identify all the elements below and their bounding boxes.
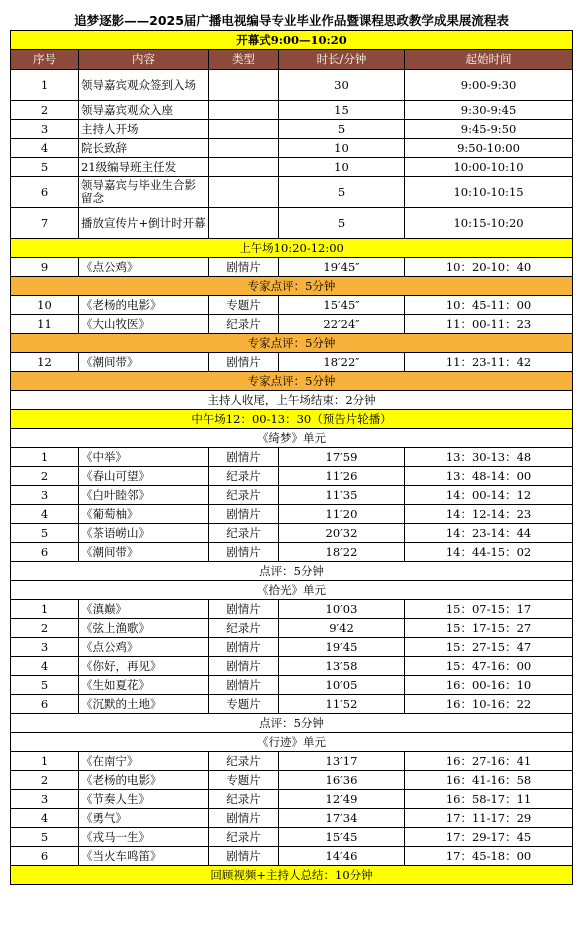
duration-cell: 13′58 [279, 657, 405, 676]
schedule-table-container [10, 10, 572, 885]
start-time-cell: 14：23-14：44 [405, 524, 573, 543]
start-time-cell: 13：48-14：00 [405, 467, 573, 486]
section-label: 专家点评：5分钟 [11, 334, 573, 353]
content-cell: 《葡萄柚》 [79, 505, 209, 524]
start-time-cell: 10:10-10:15 [405, 177, 573, 208]
duration-cell: 10 [279, 139, 405, 158]
duration-cell: 30 [279, 70, 405, 101]
type-cell: 专题片 [209, 296, 279, 315]
section-label: 《拾光》单元 [11, 581, 573, 600]
section-label: 中午场12：00-13：30（预告片轮播） [11, 410, 573, 429]
duration-cell: 14′46 [279, 847, 405, 866]
column-header: 类型 [209, 50, 279, 70]
start-time-cell: 9:00-9:30 [405, 70, 573, 101]
content-cell: 《春山可望》 [79, 467, 209, 486]
duration-cell: 10′03 [279, 600, 405, 619]
section-label: 回顾视频+主持人总结：10分钟 [11, 866, 573, 885]
table-row [11, 208, 573, 239]
start-time-cell: 15：47-16：00 [405, 657, 573, 676]
section-label: 《绮梦》单元 [11, 429, 573, 448]
review-row [11, 372, 573, 391]
seq-cell: 1 [11, 600, 79, 619]
duration-cell: 19′45″ [279, 258, 405, 277]
table-row [11, 120, 573, 139]
content-cell: 主持人开场 [79, 120, 209, 139]
section-label: 开幕式9:00—10:20 [11, 31, 573, 50]
start-time-cell: 11：00-11：23 [405, 315, 573, 334]
type-cell: 剧情片 [209, 543, 279, 562]
type-cell [209, 208, 279, 239]
duration-cell: 12′49 [279, 790, 405, 809]
type-cell: 纪录片 [209, 828, 279, 847]
content-cell: 《点公鸡》 [79, 258, 209, 277]
section-label: 主持人收尾，上午场结束：2分钟 [11, 391, 573, 410]
table-row [11, 752, 573, 771]
seq-cell: 3 [11, 790, 79, 809]
seq-cell: 3 [11, 486, 79, 505]
section-label-row [11, 391, 573, 410]
table-row [11, 296, 573, 315]
section-label-row [11, 429, 573, 448]
seq-cell: 2 [11, 467, 79, 486]
seq-cell: 9 [11, 258, 79, 277]
session-banner-row [11, 866, 573, 885]
content-cell: 《你好，再见》 [79, 657, 209, 676]
duration-cell: 5 [279, 120, 405, 139]
table-row [11, 505, 573, 524]
type-cell: 剧情片 [209, 676, 279, 695]
type-cell: 剧情片 [209, 505, 279, 524]
section-label: 专家点评：5分钟 [11, 372, 573, 391]
seq-cell: 5 [11, 828, 79, 847]
start-time-cell: 9:50-10:00 [405, 139, 573, 158]
duration-cell: 17′59 [279, 448, 405, 467]
seq-cell: 5 [11, 524, 79, 543]
start-time-cell: 15：07-15：17 [405, 600, 573, 619]
section-label-row [11, 581, 573, 600]
type-cell: 剧情片 [209, 448, 279, 467]
duration-cell: 11′20 [279, 505, 405, 524]
type-cell [209, 139, 279, 158]
content-cell: 《老杨的电影》 [79, 771, 209, 790]
content-cell: 21级编导班主任发 [79, 158, 209, 177]
section-label: 上午场10:20-12:00 [11, 239, 573, 258]
table-row [11, 695, 573, 714]
content-cell: 《老杨的电影》 [79, 296, 209, 315]
column-header: 内容 [79, 50, 209, 70]
table-row [11, 486, 573, 505]
start-time-cell: 9:45-9:50 [405, 120, 573, 139]
seq-cell: 7 [11, 208, 79, 239]
type-cell: 剧情片 [209, 638, 279, 657]
duration-cell: 11′52 [279, 695, 405, 714]
start-time-cell: 10:00-10:10 [405, 158, 573, 177]
start-time-cell: 11：23-11：42 [405, 353, 573, 372]
content-cell: 《沉默的土地》 [79, 695, 209, 714]
type-cell: 剧情片 [209, 353, 279, 372]
start-time-cell: 14：00-14：12 [405, 486, 573, 505]
table-row [11, 828, 573, 847]
seq-cell: 1 [11, 70, 79, 101]
type-cell: 剧情片 [209, 809, 279, 828]
duration-cell: 9′42 [279, 619, 405, 638]
seq-cell: 2 [11, 619, 79, 638]
type-cell [209, 70, 279, 101]
section-label: 点评：5分钟 [11, 562, 573, 581]
duration-cell: 5 [279, 208, 405, 239]
section-label-row [11, 562, 573, 581]
start-time-cell: 16：00-16：10 [405, 676, 573, 695]
table-row [11, 809, 573, 828]
start-time-cell: 13：30-13：48 [405, 448, 573, 467]
content-cell: 《中举》 [79, 448, 209, 467]
duration-cell: 10 [279, 158, 405, 177]
start-time-cell: 16：10-16：22 [405, 695, 573, 714]
content-cell: 领导嘉宾观众入座 [79, 101, 209, 120]
table-row [11, 158, 573, 177]
section-label: 专家点评：5分钟 [11, 277, 573, 296]
type-cell: 纪录片 [209, 524, 279, 543]
type-cell: 纪录片 [209, 790, 279, 809]
table-row [11, 771, 573, 790]
content-cell: 《勇气》 [79, 809, 209, 828]
seq-cell: 1 [11, 448, 79, 467]
table-row [11, 676, 573, 695]
seq-cell: 4 [11, 809, 79, 828]
duration-cell: 18′22″ [279, 353, 405, 372]
column-header: 序号 [11, 50, 79, 70]
duration-cell: 5 [279, 177, 405, 208]
duration-cell: 15′45 [279, 828, 405, 847]
type-cell: 剧情片 [209, 657, 279, 676]
type-cell: 纪录片 [209, 752, 279, 771]
seq-cell: 1 [11, 752, 79, 771]
section-label-row [11, 733, 573, 752]
start-time-cell: 15：27-15：47 [405, 638, 573, 657]
section-label-row [11, 714, 573, 733]
content-cell: 领导嘉宾与毕业生合影留念 [79, 177, 209, 208]
duration-cell: 16′36 [279, 771, 405, 790]
table-row [11, 543, 573, 562]
review-row [11, 277, 573, 296]
seq-cell: 6 [11, 177, 79, 208]
content-cell: 《白叶睦邻》 [79, 486, 209, 505]
content-cell: 《潮间带》 [79, 543, 209, 562]
content-cell: 《生如夏花》 [79, 676, 209, 695]
schedule-table [10, 10, 573, 885]
table-row [11, 524, 573, 543]
duration-cell: 11′26 [279, 467, 405, 486]
seq-cell: 12 [11, 353, 79, 372]
seq-cell: 6 [11, 847, 79, 866]
content-cell: 《戎马一生》 [79, 828, 209, 847]
seq-cell: 10 [11, 296, 79, 315]
seq-cell: 5 [11, 158, 79, 177]
start-time-cell: 14：12-14：23 [405, 505, 573, 524]
start-time-cell: 15：17-15：27 [405, 619, 573, 638]
type-cell: 纪录片 [209, 467, 279, 486]
title-row [11, 10, 573, 31]
seq-cell: 3 [11, 120, 79, 139]
seq-cell: 2 [11, 101, 79, 120]
seq-cell: 6 [11, 695, 79, 714]
column-header: 起始时间 [405, 50, 573, 70]
content-cell: 《滇巅》 [79, 600, 209, 619]
start-time-cell: 17：29-17：45 [405, 828, 573, 847]
table-row [11, 467, 573, 486]
type-cell: 专题片 [209, 771, 279, 790]
type-cell [209, 120, 279, 139]
duration-cell: 22′24″ [279, 315, 405, 334]
seq-cell: 6 [11, 543, 79, 562]
start-time-cell: 17：11-17：29 [405, 809, 573, 828]
seq-cell: 4 [11, 139, 79, 158]
table-row [11, 70, 573, 101]
start-time-cell: 16：27-16：41 [405, 752, 573, 771]
type-cell: 剧情片 [209, 600, 279, 619]
type-cell: 剧情片 [209, 847, 279, 866]
seq-cell: 11 [11, 315, 79, 334]
duration-cell: 15 [279, 101, 405, 120]
duration-cell: 11′35 [279, 486, 405, 505]
table-header-row [11, 50, 573, 70]
table-row [11, 448, 573, 467]
type-cell [209, 158, 279, 177]
section-label: 点评：5分钟 [11, 714, 573, 733]
duration-cell: 10′05 [279, 676, 405, 695]
duration-cell: 15′45″ [279, 296, 405, 315]
session-banner-row [11, 410, 573, 429]
seq-cell: 2 [11, 771, 79, 790]
duration-cell: 18′22 [279, 543, 405, 562]
start-time-cell: 14：44-15：02 [405, 543, 573, 562]
column-header: 时长/分钟 [279, 50, 405, 70]
seq-cell: 4 [11, 657, 79, 676]
table-row [11, 353, 573, 372]
content-cell: 《点公鸡》 [79, 638, 209, 657]
duration-cell: 19′45 [279, 638, 405, 657]
seq-cell: 5 [11, 676, 79, 695]
table-row [11, 790, 573, 809]
start-time-cell: 10：20-10：40 [405, 258, 573, 277]
content-cell: 《弦上渔歌》 [79, 619, 209, 638]
start-time-cell: 16：58-17：11 [405, 790, 573, 809]
content-cell: 《潮间带》 [79, 353, 209, 372]
content-cell: 领导嘉宾观众签到入场 [79, 70, 209, 101]
content-cell: 《茶语崂山》 [79, 524, 209, 543]
seq-cell: 4 [11, 505, 79, 524]
seq-cell: 3 [11, 638, 79, 657]
duration-cell: 20′32 [279, 524, 405, 543]
table-row [11, 315, 573, 334]
content-cell: 《大山牧医》 [79, 315, 209, 334]
duration-cell: 13′17 [279, 752, 405, 771]
table-row [11, 600, 573, 619]
type-cell [209, 101, 279, 120]
page-title: 追梦逐影——2025届广播电视编导专业毕业作品暨课程思政教学成果展流程表 [74, 12, 509, 28]
table-row [11, 101, 573, 120]
table-row [11, 139, 573, 158]
session-banner-row [11, 31, 573, 50]
type-cell: 纪录片 [209, 619, 279, 638]
session-banner-row [11, 239, 573, 258]
table-row [11, 177, 573, 208]
content-cell: 《节奏人生》 [79, 790, 209, 809]
start-time-cell: 9:30-9:45 [405, 101, 573, 120]
table-row [11, 847, 573, 866]
table-row [11, 638, 573, 657]
content-cell: 《在南宁》 [79, 752, 209, 771]
start-time-cell: 10:15-10:20 [405, 208, 573, 239]
review-row [11, 334, 573, 353]
type-cell: 专题片 [209, 695, 279, 714]
content-cell: 院长致辞 [79, 139, 209, 158]
start-time-cell: 10：45-11：00 [405, 296, 573, 315]
type-cell: 剧情片 [209, 258, 279, 277]
duration-cell: 17′34 [279, 809, 405, 828]
table-row [11, 619, 573, 638]
start-time-cell: 17：45-18：00 [405, 847, 573, 866]
type-cell: 纪录片 [209, 486, 279, 505]
start-time-cell: 16：41-16：58 [405, 771, 573, 790]
content-cell: 《当火车鸣笛》 [79, 847, 209, 866]
table-row [11, 258, 573, 277]
section-label: 《行迹》单元 [11, 733, 573, 752]
table-row [11, 657, 573, 676]
type-cell: 纪录片 [209, 315, 279, 334]
type-cell [209, 177, 279, 208]
content-cell: 播放宣传片+倒计时开幕 [79, 208, 209, 239]
